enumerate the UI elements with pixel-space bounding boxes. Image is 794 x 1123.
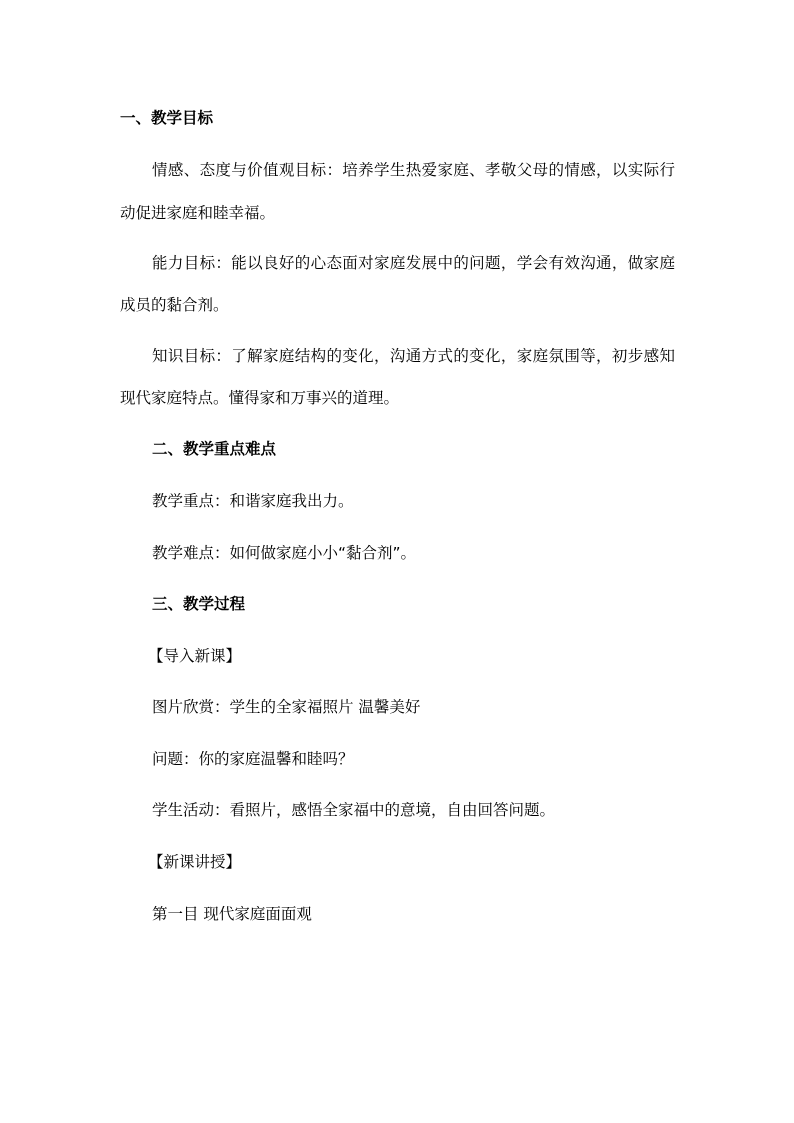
knowledge-goal-line-2: 现代家庭特点。懂得家和万事兴的道理。 bbox=[120, 389, 400, 407]
emotion-goal-line-2: 动促进家庭和睦幸福。 bbox=[120, 204, 276, 222]
new-lesson-section-label: 【新课讲授】 bbox=[148, 853, 242, 871]
section-title-teaching-process: 三、教学过程 bbox=[152, 595, 246, 613]
ability-goal-line-2: 成员的黏合剂。 bbox=[120, 296, 229, 314]
section-title-teaching-goals: 一、教学目标 bbox=[120, 109, 214, 127]
picture-appreciation: 图片欣赏：学生的全家福照片 温馨美好 bbox=[152, 698, 421, 716]
student-activity: 学生活动：看照片，感悟全家福中的意境，自由回答问题。 bbox=[152, 801, 556, 819]
ability-goal-line-1: 能力目标：能以良好的心态面对家庭发展中的问题，学会有效沟通，做家庭 bbox=[152, 254, 675, 272]
section-title-key-points: 二、教学重点难点 bbox=[152, 440, 277, 458]
intro-section-label: 【导入新课】 bbox=[148, 647, 242, 665]
lesson-item-one: 第一目 现代家庭面面观 bbox=[152, 905, 312, 923]
emotion-goal-line-1: 情感、态度与价值观目标：培养学生热爱家庭、孝敬父母的情感，以实际行 bbox=[152, 161, 675, 179]
intro-question: 问题：你的家庭温馨和睦吗？ bbox=[152, 750, 354, 768]
knowledge-goal-line-1: 知识目标：了解家庭结构的变化，沟通方式的变化，家庭氛围等，初步感知 bbox=[152, 347, 675, 365]
teaching-focus: 教学重点：和谐家庭我出力。 bbox=[152, 492, 354, 510]
teaching-difficulty: 教学难点：如何做家庭小小“黏合剂”。 bbox=[152, 544, 417, 562]
